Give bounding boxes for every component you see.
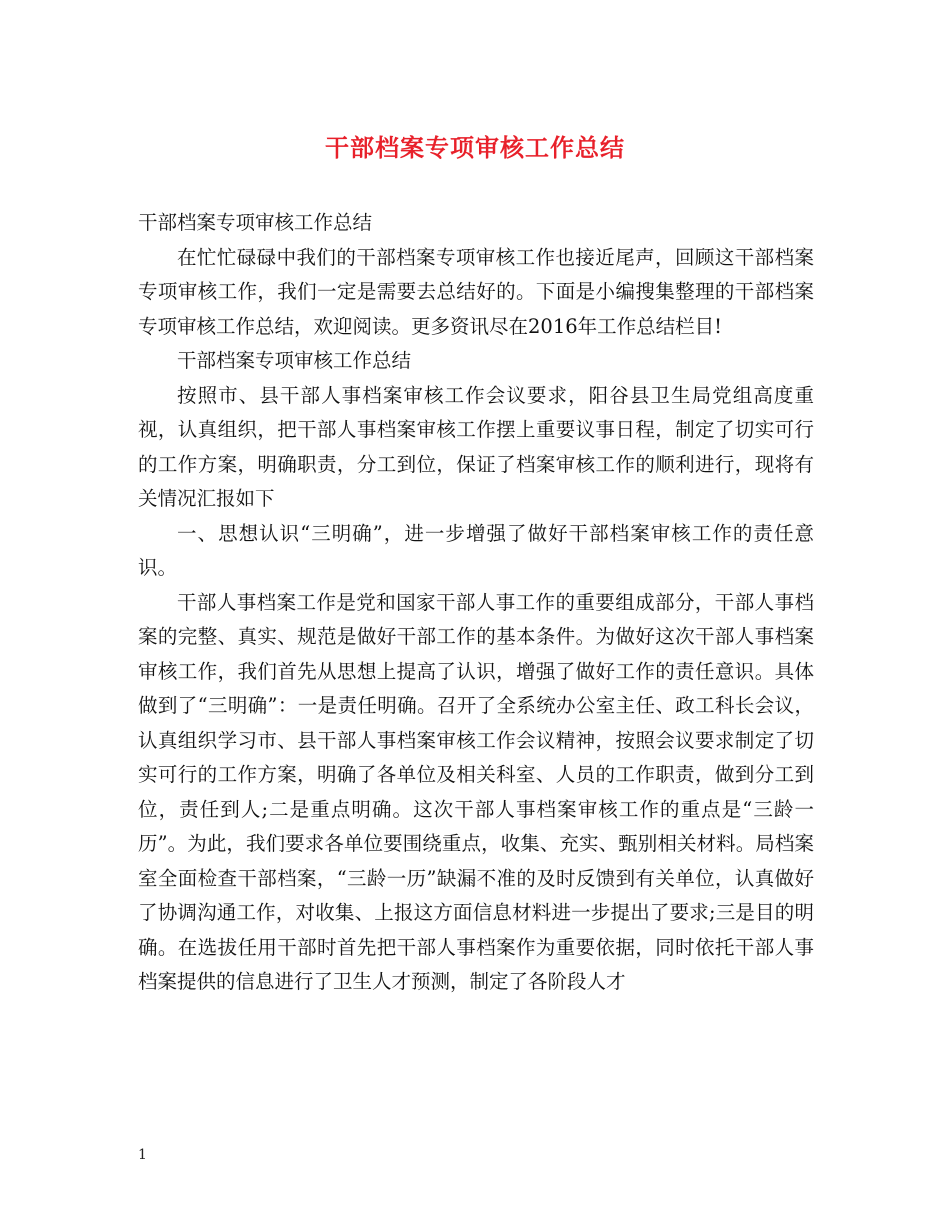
paragraph-subtitle: 干部档案专项审核工作总结 bbox=[138, 211, 373, 234]
page-number: 1 bbox=[138, 1147, 147, 1163]
paragraph-intro: 在忙忙碌碌中我们的干部档案专项审核工作也接近尾声，回顾这干部档案专项审核工作，我们一定是需要去总结好的。下面是小编搜集整理的干部档案专项审核工作总结，欢迎阅读。更多资讯尽在2016年工作总结栏目! bbox=[138, 245, 814, 338]
paragraph-overview: 按照市、县干部人事档案审核工作会议要求，阳谷县卫生局党组高度重视，认真组织，把干部人事档案审核工作摆上重要议事日程，制定了切实可行的工作方案，明确职责，分工到位，保证了档案审核工作的顺利进行，现将有关情况汇报如下 bbox=[138, 383, 814, 510]
paragraph-section-one-heading: 一、思想认识“三明确”，进一步增强了做好干部档案审核工作的责任意识。 bbox=[138, 521, 814, 579]
document-title: 干部档案专项审核工作总结 bbox=[325, 133, 625, 162]
document-body bbox=[138, 206, 814, 1000]
paragraph-section-one-body: 干部人事档案工作是党和国家干部人事工作的重要组成部分，干部人事档案的完整、真实、规范是做好干部工作的基本条件。为做好这次干部人事档案审核工作，我们首先从思想上提高了认识，增强了做好工作的责任意识。具体做到了“三明确”：一是责任明确。召开了全系统办公室主任、政工科长会议，认真组织学习市、县干部人事档案审核工作会议精神，按照会议要求制定了切实可行的工作方案，明确了各单位及相关科室、人员的工作职责，做到分工到位，责任到人;二是重点明确。这次干部人事档案审核工作的重点是“三龄一历”。为此，我们要求各单位要围绕重点，收集、充实、甄别相关材料。局档案室全面检查干部档案，“三龄一历”缺漏不准的及时反馈到有关单位，认真做好了协调沟通工作，对收集、上报这方面信息材料进一步提出了要求;三是目的明确。在选拔任用干部时首先把干部人事档案作为重要依据，同时依托干部人事档案提供的信息进行了卫生人才预测，制定了各阶段人才 bbox=[138, 590, 814, 993]
paragraph-heading: 干部档案专项审核工作总结 bbox=[177, 349, 412, 372]
